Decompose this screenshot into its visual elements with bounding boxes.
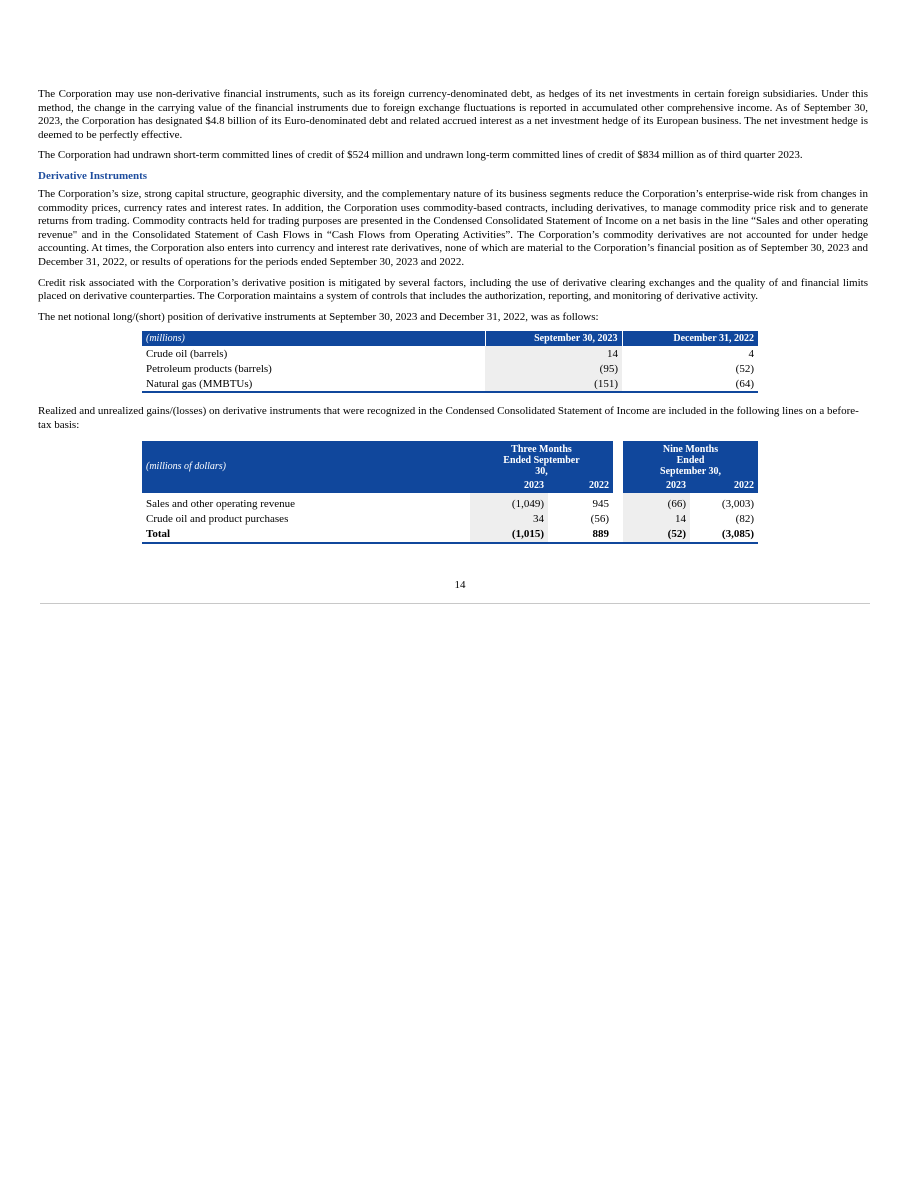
- table-row: [142, 361, 758, 376]
- page-number: 14: [454, 579, 466, 591]
- row-label: Sales and other operating revenue: [146, 498, 296, 510]
- total-value: (52): [623, 527, 690, 543]
- cell-value: (82): [735, 513, 754, 525]
- group-header-nine-months: Nine Months Ended September 30,: [660, 443, 721, 477]
- cell-value: 34: [470, 512, 548, 527]
- total-label: Total: [142, 527, 470, 543]
- paragraph-gains-losses-intro: Realized and unrealized gains/(losses) on derivative instruments that were recognized in the Condensed Consolidated Statement of Income are included in the following lines on a before-tax basis:: [38, 405, 859, 431]
- section-title-derivative-instruments: Derivative Instruments: [38, 169, 148, 182]
- year-header: 2023: [470, 477, 548, 493]
- total-row: [142, 527, 758, 543]
- cell-value: (56): [590, 513, 609, 525]
- group-spacer: [613, 512, 623, 527]
- column-header-dec-2022: December 31, 2022: [622, 331, 758, 346]
- year-header: 2023: [623, 477, 690, 493]
- unit-label: (millions): [146, 333, 185, 345]
- cell-value: 14: [485, 346, 622, 361]
- paragraph-net-investment-hedge: The Corporation may use non-derivative financial instruments, such as its foreign currency-denominated debt, as hedges of its net investments in certain foreign subsidiaries. Under this method, the change in the carrying value of the financial instruments due to foreign exchange fluctuations is reported in accumulated other comprehensive income. As of September 30, 2023, the Corporation has designated $4.8 billion of its Euro-denominated debt and related accrued interest as a net investment hedge of its European business. The net investment hedge is deemed to be perfectly effective.: [38, 88, 868, 141]
- cell-value: (95): [485, 361, 622, 376]
- row-label: Natural gas (MMBTUs): [142, 376, 485, 392]
- year-header: 2022: [690, 477, 758, 493]
- group-spacer: [613, 493, 623, 512]
- gains-losses-table: [142, 441, 758, 544]
- group-header-row: [142, 441, 758, 478]
- table-row: [142, 346, 758, 361]
- total-value: 889: [548, 527, 613, 543]
- total-value: (1,015): [470, 527, 548, 543]
- notional-position-table: [142, 331, 758, 393]
- group-spacer: [613, 477, 623, 493]
- cell-value: (64): [622, 376, 758, 392]
- group-spacer: [613, 441, 623, 478]
- row-label: Crude oil and product purchases: [146, 513, 289, 525]
- table-header-row: [142, 331, 758, 346]
- total-value: (3,085): [690, 527, 758, 543]
- paragraph-credit-lines: The Corporation had undrawn short-term committed lines of credit of $524 million and undrawn long-term committed lines of credit of $834 million as of third quarter 2023.: [38, 149, 803, 162]
- paragraph-derivative-risk: The Corporation’s size, strong capital structure, geographic diversity, and the complementary nature of its business segments reduce the Corporation’s enterprise-wide risk from changes in commodity prices, currency rates and interest rates. In addition, the Corporation uses commodity-based contracts, including derivatives, to manage commodity price risk and to generate returns from trading. Commodity contracts held for trading purposes are presented in the Condensed Consolidated Statement of Income on a net basis in the line “Sales and other operating revenue" and in the Consolidated Statement of Cash Flows in “Cash Flows from Operating Activities”. The Corporation’s commodity derivatives are not accounted for under hedge accounting. At times, the Corporation also enters into currency and interest rate derivatives, none of which are material to the Corporation’s financial position as of September 30, 2023 and December 31, 2022, or results of operations for the periods ended September 30, 2023 and 2022.: [38, 187, 868, 268]
- cell-value: 4: [748, 347, 754, 360]
- table-row: [142, 493, 758, 512]
- footer-divider: [40, 603, 870, 604]
- cell-value: (52): [735, 362, 754, 375]
- cell-value: 14: [623, 512, 690, 527]
- cell-value: (3,003): [721, 498, 754, 510]
- column-header-sep-2023: September 30, 2023: [485, 331, 622, 346]
- document-page: [38, 88, 868, 544]
- unit-label: (millions of dollars): [146, 461, 227, 472]
- table-row: [142, 512, 758, 527]
- table-row: [142, 376, 758, 392]
- cell-value: (151): [485, 376, 622, 392]
- cell-value: 945: [592, 498, 609, 510]
- year-header: 2022: [548, 477, 613, 493]
- group-spacer: [613, 527, 623, 543]
- group-header-three-months: Three Months Ended September 30,: [503, 443, 580, 477]
- paragraph-notional-intro: The net notional long/(short) position of derivative instruments at September 30, 2023 and December 31, 2022, was as follows:: [38, 310, 599, 323]
- paragraph-credit-risk: Credit risk associated with the Corporation’s derivative position is mitigated by several factors, including the use of derivative clearing exchanges and the quality of and financial limits placed on derivative counterparties. The Corporation maintains a system of controls that includes the authorization, reporting, and monitoring of derivative activity.: [38, 276, 868, 303]
- row-label: Petroleum products (barrels): [146, 362, 272, 375]
- cell-value: (1,049): [470, 493, 548, 512]
- row-label: Crude oil (barrels): [146, 347, 228, 360]
- cell-value: (66): [623, 493, 690, 512]
